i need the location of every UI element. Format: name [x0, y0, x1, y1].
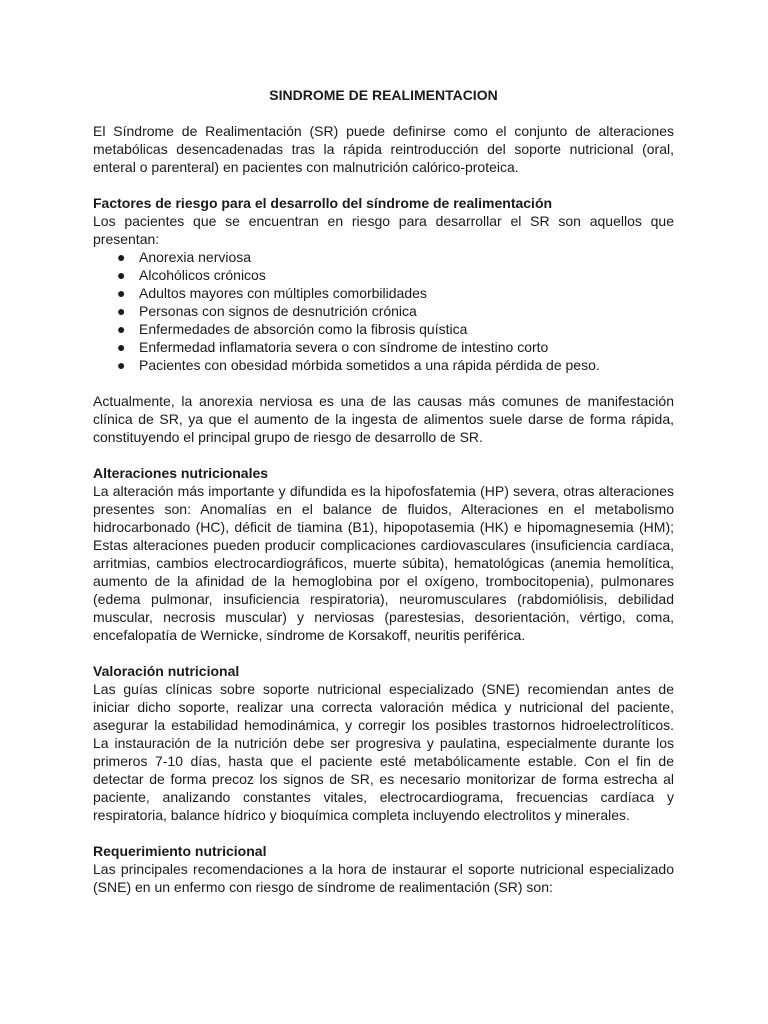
risk-factors-followup-paragraph: Actualmente, la anorexia nerviosa es una de las causas más comunes de manifestación clínica de SR, ya que el aumento de la ingesta de alimentos suele darse de forma rápida, constituyendo el principal grupo de riesgo de desarrollo de SR. — [93, 393, 674, 445]
list-item-text: Adultos mayores con múltiples comorbilidades — [139, 285, 427, 301]
list-item — [93, 356, 674, 374]
list-item-text: Personas con signos de desnutrición crónica — [139, 303, 417, 319]
list-item — [93, 338, 674, 356]
section-paragraph: Las principales recomendaciones a la hora de instaurar el soporte nutricional especializado (SNE) en un enfermo con riesgo de síndrome de realimentación (SR) son: — [93, 861, 674, 895]
document-page — [93, 86, 674, 896]
list-item — [93, 302, 674, 320]
list-item — [93, 248, 674, 266]
bullet-icon: ● — [117, 267, 126, 283]
bullet-icon: ● — [117, 357, 126, 373]
section-risk-factors — [93, 194, 674, 374]
list-item — [93, 320, 674, 338]
section-nutritional-alterations — [93, 464, 674, 644]
section-heading: Factores de riesgo para el desarrollo del síndrome de realimentación — [93, 195, 553, 211]
list-item-text: Enfermedades de absorción como la fibrosis quística — [139, 321, 468, 337]
list-item-text: Enfermedad inflamatoria severa o con síndrome de intestino corto — [139, 339, 549, 355]
bullet-icon: ● — [117, 249, 126, 265]
section-heading: Alteraciones nutricionales — [93, 465, 269, 481]
bullet-icon: ● — [117, 339, 126, 355]
section-heading: Requerimiento nutricional — [93, 843, 267, 859]
section-nutritional-requirement — [93, 842, 674, 896]
list-item-text: Alcohólicos crónicos — [139, 267, 266, 283]
intro-paragraph: El Síndrome de Realimentación (SR) puede definirse como el conjunto de alteraciones metabólicas desencadenadas tras la rápida reintroducción del soporte nutricional (oral, enteral o parenteral) en pacientes con malnutrición calórico-proteica. — [93, 123, 674, 175]
list-item — [93, 284, 674, 302]
section-heading: Valoración nutricional — [93, 663, 240, 679]
list-item-text: Pacientes con obesidad mórbida sometidos a una rápida pérdida de peso. — [139, 357, 600, 373]
bullet-icon: ● — [117, 285, 126, 301]
section-nutritional-assessment — [93, 662, 674, 824]
document-title: SINDROME DE REALIMENTACION — [269, 87, 498, 103]
bullet-icon: ● — [117, 321, 126, 337]
section-paragraph: Las guías clínicas sobre soporte nutricional especializado (SNE) recomiendan antes de iniciar dicho soporte, realizar una correcta valoración médica y nutricional del paciente, asegurar la estabilidad hemodinámica, y corregir los posibles trastornos hidroelectrolíticos. La instauración de la nutrición debe ser progresiva y paulatina, especialmente durante los primeros 7-10 días, hasta que el paciente esté metabólicamente estable. Con el fin de detectar de forma precoz los signos de SR, es necesario monitorizar de forma estrecha al paciente, analizando constantes vitales, electrocardiograma, frecuencias cardíaca y respiratoria, balance hídrico y bioquímica completa incluyendo electrolitos y minerales. — [93, 681, 674, 823]
risk-factor-list — [93, 248, 674, 374]
section-paragraph: Los pacientes que se encuentran en riesgo para desarrollar el SR son aquellos que presentan: — [93, 213, 674, 247]
bullet-icon: ● — [117, 303, 126, 319]
list-item — [93, 266, 674, 284]
list-item-text: Anorexia nerviosa — [139, 249, 252, 265]
section-paragraph: La alteración más importante y difundida es la hipofosfatemia (HP) severa, otras alteraciones presentes son: Anomalías en el balance de fluidos, Alteraciones en el metabolismo hidrocarbonado (HC), déficit de tiamina (B1), hipopotasemia (HK) e hipomagnesemia (HM); Estas alteraciones pueden producir complicaciones cardiovasculares (insuficiencia cardíaca, arritmias, cambios electrocardiográficos, muerte súbita), hematológicas (anemia hemolítica, aumento de la afinidad de la hemoglobina por el oxígeno, trombocitopenia), pulmonares (edema pulmonar, insuficiencia respiratoria), neuromusculares (rabdomiólisis, debilidad muscular, necrosis muscular) y nerviosas (parestesias, desorientación, vértigo, coma, encefalopatía de Wernicke, síndrome de Korsakoff, neuritis periférica. — [93, 483, 674, 643]
